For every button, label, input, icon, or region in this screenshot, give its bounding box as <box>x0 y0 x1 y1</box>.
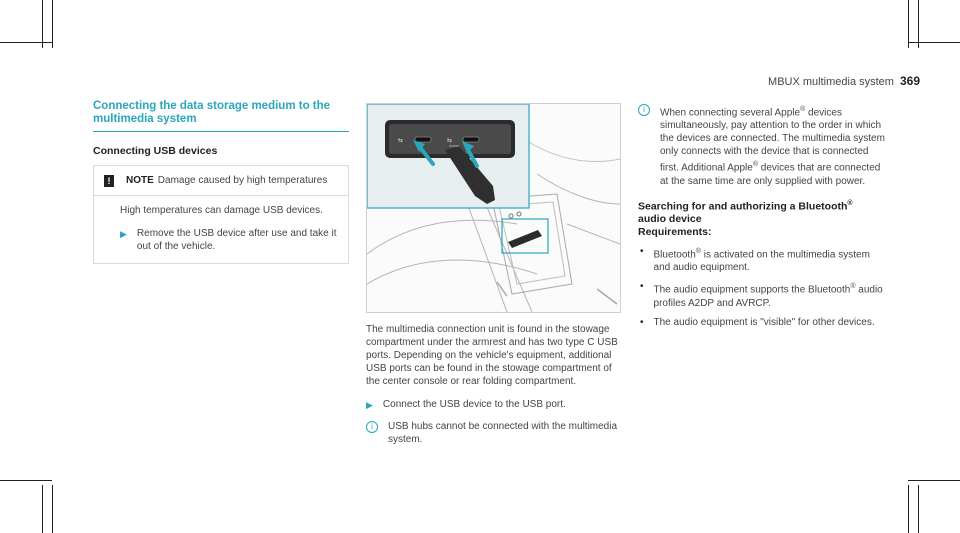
note-body-text: High temperatures can damage USB devices. <box>120 205 323 216</box>
list-item-text: The audio equipment is "visible" for other devices. <box>653 316 875 328</box>
crop-mark <box>908 0 909 48</box>
section-title <box>93 100 349 126</box>
list-item-text-part: The audio equipment supports the Bluetooth <box>653 284 851 296</box>
arrow-right-icon: ▶ <box>366 400 373 410</box>
heading-text: Searching for and authorizing a Bluetooth <box>638 200 848 213</box>
note-header <box>94 166 348 196</box>
step-text: Connect the USB device to the USB port. <box>382 399 566 410</box>
registered-mark: ® <box>850 283 856 291</box>
crop-mark <box>0 480 52 481</box>
left-column <box>93 100 349 264</box>
info-text-part: devices simultaneously, pay attention to the order in which the devices are connected. The multimedia system only connects with the device that is connected first. Additional Apple <box>660 107 885 174</box>
list-item <box>638 245 888 274</box>
arrow-right-icon: ▶ <box>120 229 127 239</box>
list-item <box>638 316 888 329</box>
list-item-text <box>654 280 888 309</box>
list-item-text-part: Bluetooth <box>653 249 696 261</box>
note-box <box>93 165 349 264</box>
title-rule <box>93 131 349 132</box>
paragraph: The multimedia connection unit is found in the stowage compartment under the armrest and has two type C USB ports. Depending on the vehicle's equipment, additional USB ports can be found in the stowage compartment of the center console or rear folding compartment. <box>366 324 618 387</box>
usb-port-figure <box>366 103 621 313</box>
bullet-icon: • <box>640 281 644 293</box>
info-note <box>366 420 622 446</box>
crop-mark <box>42 0 43 48</box>
sub-heading: Connecting USB devices <box>93 145 218 157</box>
registered-mark: ® <box>695 248 701 256</box>
svg-text:⇆: ⇆ <box>398 137 404 144</box>
instruction-step <box>366 398 622 412</box>
bullet-icon: • <box>640 316 644 328</box>
bullet-icon: • <box>640 246 644 258</box>
note-description: Damage caused by high temperatures <box>157 175 328 186</box>
info-icon: i <box>366 421 378 433</box>
note-body <box>94 196 348 263</box>
info-text-part: When connecting several Apple <box>660 107 801 119</box>
registered-mark: ® <box>800 106 806 113</box>
crop-mark <box>0 42 52 43</box>
list-item <box>638 280 888 309</box>
info-note <box>638 103 888 188</box>
usb-port-illustration <box>367 104 620 312</box>
crop-mark <box>908 485 909 533</box>
note-text <box>126 174 327 187</box>
crop-mark <box>52 0 53 48</box>
info-icon: i <box>638 104 650 116</box>
crop-mark <box>908 480 960 481</box>
registered-mark: ® <box>847 199 853 207</box>
page-number: 369 <box>899 74 920 88</box>
list-item-text <box>654 245 888 274</box>
requirements-label: Requirements: <box>638 226 712 239</box>
note-label: NOTE <box>126 175 154 186</box>
svg-text:⇆: ⇆ <box>447 137 453 144</box>
registered-mark: ® <box>752 161 759 169</box>
info-text: USB hubs cannot be connected with the multimedia system. <box>388 421 618 445</box>
crop-mark <box>52 485 53 533</box>
header-title: MBUX multimedia system <box>768 76 894 88</box>
crop-mark <box>918 0 919 48</box>
heading-text: audio device <box>638 213 702 226</box>
list-item-text-part: is activated on the multimedia system and audio equipment. <box>653 249 870 274</box>
bluetooth-heading <box>638 197 888 240</box>
info-text-part: devices that are connected at the same time are only supplied with power. <box>660 162 881 187</box>
section-title-line: Connecting the data storage medium to the <box>93 100 331 112</box>
right-column <box>638 103 888 335</box>
section-title-line: multimedia system <box>93 113 197 125</box>
crop-mark <box>918 485 919 533</box>
info-text <box>660 103 888 188</box>
note-step-text: Remove the USB device after use and take it out of the vehicle. <box>136 228 337 252</box>
list-item-text-part: audio profiles A2DP and AVRCP. <box>653 284 883 309</box>
page-header <box>768 74 920 88</box>
crop-mark <box>42 485 43 533</box>
note-step <box>120 227 338 253</box>
warning-icon: ! <box>104 175 114 187</box>
middle-column-text <box>366 323 622 446</box>
requirements-list <box>638 245 888 329</box>
crop-mark <box>908 42 960 43</box>
